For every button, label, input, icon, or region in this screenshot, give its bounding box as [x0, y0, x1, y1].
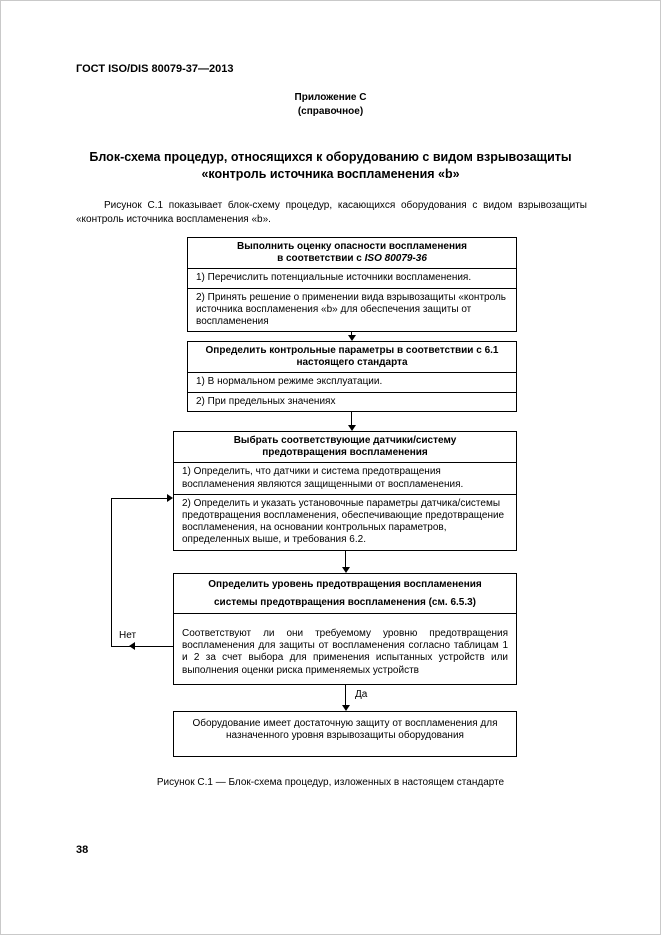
section-title-line2: «контроль источника воспламенения «b»: [201, 166, 460, 181]
flow-box-prevention-level: [173, 573, 517, 685]
flow-box-hazard-assessment-item1: 1) Перечислить потенциальные источники воспламенения.: [188, 268, 516, 287]
flow-box-prevention-level-title-line2: системы предотвращения воспламенения (см. 6.5.3): [213, 596, 477, 608]
annex-heading: [1, 91, 660, 118]
flow-box-prevention-level-title-line1: Определить уровень предотвращения воспламенения: [208, 579, 482, 590]
flow-box-hazard-assessment-title: [188, 238, 516, 268]
flow-box-hazard-assessment-title-ref: ISO 80079-36: [364, 253, 427, 265]
section-title-line1: Блок-схема процедур, относящихся к оборудованию с видом взрывозащиты: [89, 150, 572, 164]
flow-box-hazard-assessment-title-line2: [196, 253, 508, 265]
feedback-line-bottom: [111, 646, 173, 647]
annex-heading-line2: (справочное): [297, 105, 364, 117]
flow-box-prevention-level-body: Соответствуют ли они требуемому уровню предотвращения воспламенения для защиты от воспламенения согласно таблицам 1 и 2 за счет выбора для применения испытанных устройств или выполнения оценки риска применяемых устройств: [174, 613, 516, 683]
feedback-line-top: [111, 498, 167, 499]
flow-box-hazard-assessment-title-line1: Выполнить оценку опасности воспламенения: [237, 241, 467, 252]
flow-box-hazard-assessment: [187, 237, 517, 332]
flow-box-hazard-assessment-title-prefix: в соответствии с: [277, 253, 365, 265]
flow-box-result: [173, 711, 517, 757]
flow-box-hazard-assessment-item2: 2) Принять решение о применении вида взрывозащиты «контроль источника воспламенения «b» для обеспечения защиты от воспламенения: [188, 288, 516, 332]
document-header: ГОСТ ISO/DIS 80079-37—2013: [76, 63, 234, 75]
flow-box-control-parameters-item1: 1) В нормальном режиме эксплуатации.: [188, 372, 516, 391]
label-no: Нет: [119, 630, 137, 641]
figure-caption: Рисунок С.1 — Блок-схема процедур, изложенных в настоящем стандарте: [156, 777, 505, 788]
label-yes: Да: [355, 689, 368, 700]
feedback-line-vertical: [111, 498, 112, 647]
flow-box-control-parameters-title-line2: настоящего стандарта: [296, 357, 408, 369]
flow-box-control-parameters-item2: 2) При предельных значениях: [188, 392, 516, 411]
flow-box-control-parameters-title-line1: Определить контрольные параметры в соответствии с 6.1: [205, 345, 499, 356]
flow-box-control-parameters-title: [188, 342, 516, 372]
flow-box-control-parameters: [187, 341, 517, 412]
intro-paragraph: Рисунок С.1 показывает блок-схему процедур, касающихся оборудования с видом взрывозащиты «контроль источника воспламенения «b».: [76, 200, 587, 225]
section-title: [41, 149, 620, 183]
flow-box-select-sensors-title: [174, 432, 516, 462]
flow-box-select-sensors-item1: 1) Определить, что датчики и система предотвращения воспламенения являются защищенными от воспламенения.: [174, 462, 516, 493]
page-number: 38: [76, 844, 89, 856]
flow-box-select-sensors-item2: 2) Определить и указать установочные параметры датчика/системы предотвращения воспламенения, обеспечивающие предотвращение воспламенения, на основании контрольных параметров, определенных выше, и требования 6.2.: [174, 494, 516, 550]
flow-box-prevention-level-title: [174, 574, 516, 613]
flow-box-result-text: Оборудование имеет достаточную защиту от воспламенения для назначенного уровня взрывозащиты оборудования: [192, 718, 498, 742]
flow-box-select-sensors: [173, 431, 517, 551]
annex-heading-line1: Приложение С: [294, 92, 367, 103]
flow-box-select-sensors-title-line1: Выбрать соответствующие датчики/систему: [233, 435, 457, 446]
feedback-arrowhead-left-icon: [129, 642, 135, 650]
flow-box-select-sensors-title-line2: предотвращения воспламенения: [262, 447, 428, 459]
